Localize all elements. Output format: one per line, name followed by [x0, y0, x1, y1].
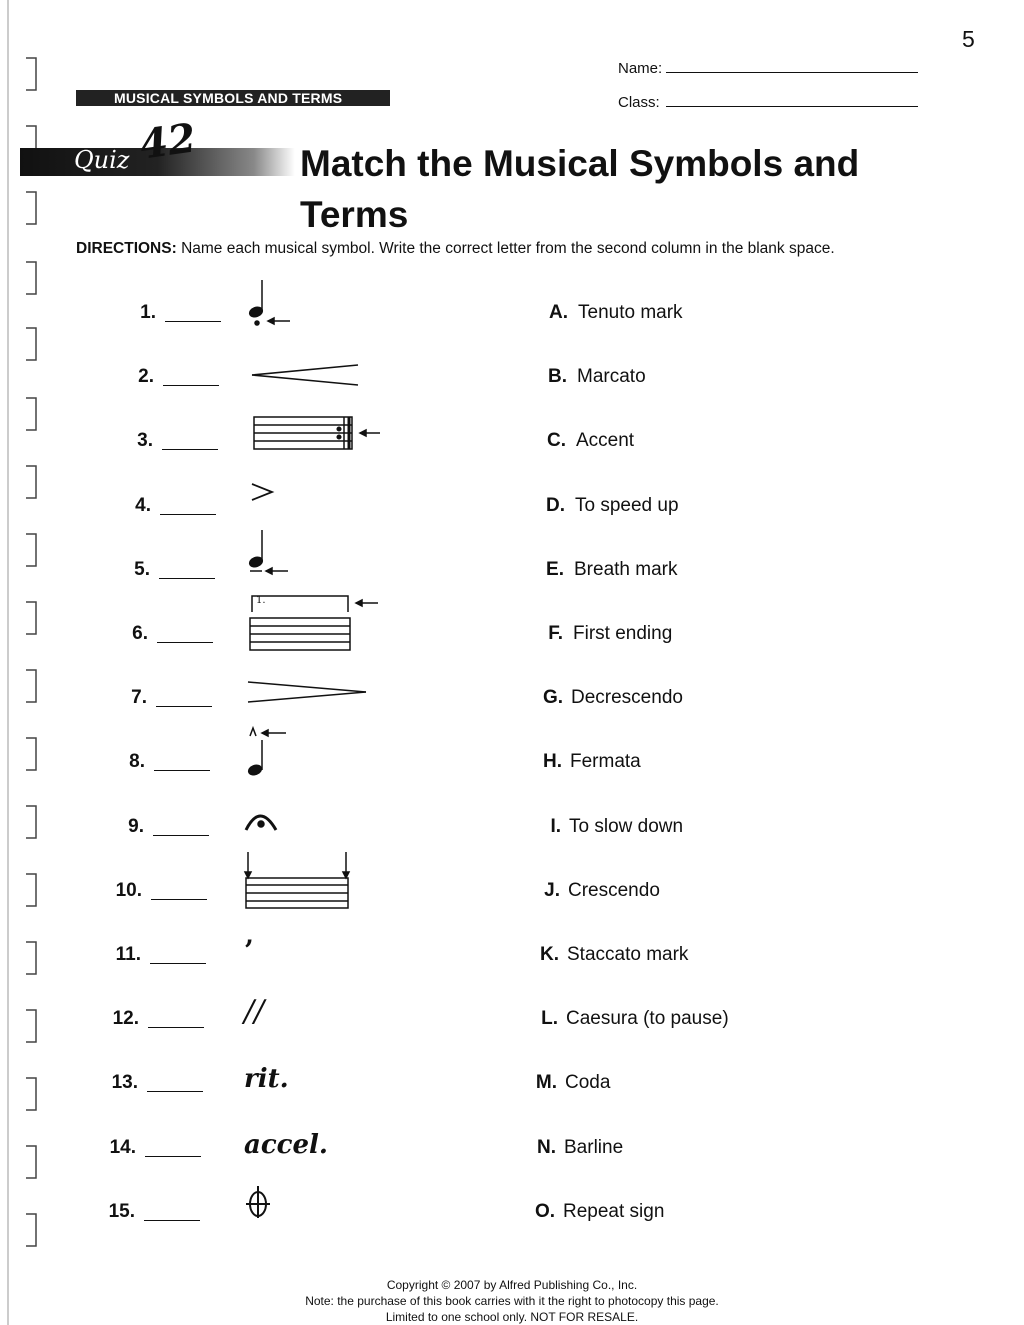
answer-blank[interactable]: [159, 578, 215, 579]
repeat-sign-icon: [254, 417, 380, 449]
footer-copyright: Copyright © 2007 by Alfred Publishing Co., Inc.: [386, 1278, 638, 1292]
answer-term: Marcato: [577, 366, 646, 387]
question-number: 3.: [137, 430, 153, 451]
class-field[interactable]: [666, 106, 918, 107]
answer-term: Fermata: [570, 751, 641, 772]
answer-blank[interactable]: [153, 835, 209, 836]
fermata-icon: [246, 816, 276, 830]
answer-letter: E.: [546, 559, 564, 580]
breath-mark-icon: ’: [244, 934, 254, 967]
directions: [76, 240, 835, 258]
accel-text: accel.: [244, 1130, 328, 1160]
answer-term: To speed up: [575, 495, 679, 516]
caesura-icon: //: [244, 994, 265, 1029]
answer-term: Decrescendo: [571, 687, 683, 708]
crescendo-hairpin-icon: [252, 365, 358, 385]
coda-icon: [246, 1186, 270, 1218]
question-number: 1.: [140, 302, 156, 323]
answer-letter: D.: [546, 495, 565, 516]
question-number: 9.: [128, 816, 144, 837]
answer-letter: L.: [541, 1008, 558, 1029]
marcato-note-icon: [247, 728, 286, 776]
answer-term: To slow down: [569, 816, 684, 837]
question-number: 11.: [115, 944, 141, 965]
first-ending-label: 1.: [256, 595, 266, 606]
page-number: 5: [962, 26, 975, 52]
section-banner: MUSICAL SYMBOLS AND TERMS: [76, 90, 390, 106]
answer-term: Caesura (to pause): [566, 1008, 729, 1029]
question-number: 5.: [134, 559, 150, 580]
answer-term: Barline: [564, 1137, 624, 1158]
answer-blank[interactable]: [156, 706, 212, 707]
class-label: Class:: [618, 94, 660, 111]
answer-term: Tenuto mark: [578, 302, 683, 323]
answer-letter: M.: [535, 1072, 557, 1093]
question-number: 7.: [131, 687, 147, 708]
answer-letter: B.: [548, 366, 567, 387]
answer-letter: J.: [544, 880, 560, 901]
rit-text: rit.: [244, 1064, 289, 1094]
footer-note: Note: the purchase of this book carries with it the right to photocopy this page.: [305, 1294, 719, 1308]
name-label: Name:: [618, 60, 663, 77]
answer-blank[interactable]: [157, 642, 213, 643]
decrescendo-hairpin-icon: [248, 682, 366, 702]
footer-limit: Limited to one school only. NOT FOR RESALE.: [385, 1310, 639, 1324]
staccato-note-icon: [248, 280, 290, 325]
footer: [0, 1277, 1024, 1325]
tenuto-note-icon: [248, 530, 288, 574]
answer-letter: A.: [549, 302, 568, 323]
question-number: 10.: [115, 880, 142, 901]
barline-icon: [245, 852, 349, 908]
question-number: 4.: [135, 495, 151, 516]
answer-letter: C.: [547, 430, 566, 451]
answer-term: First ending: [573, 623, 673, 644]
answer-term: Crescendo: [568, 880, 660, 901]
answer-letter: G.: [542, 687, 563, 708]
answer-term: Accent: [576, 430, 635, 451]
directions-text: Name each musical symbol. Write the correct letter from the second column in the blank space.: [181, 240, 835, 257]
answer-letter: N.: [537, 1137, 556, 1158]
quiz-label: Quiz: [74, 146, 130, 174]
answer-letter: O.: [534, 1201, 555, 1222]
name-field[interactable]: [666, 72, 918, 73]
answer-letter: I.: [550, 816, 561, 837]
question-number: 2.: [138, 366, 154, 387]
answer-blank[interactable]: [145, 1156, 201, 1157]
accent-icon: [252, 484, 272, 500]
answer-term: Staccato mark: [567, 944, 689, 965]
directions-label: DIRECTIONS:: [76, 240, 177, 257]
question-number: 14.: [109, 1137, 136, 1158]
question-number: 12.: [112, 1008, 139, 1029]
answer-blank[interactable]: [148, 1027, 204, 1028]
answer-blank[interactable]: [162, 449, 218, 450]
question-number: 6.: [132, 623, 148, 644]
first-ending-icon: [250, 596, 378, 650]
answer-blank[interactable]: [144, 1220, 200, 1221]
answer-blank[interactable]: [165, 321, 221, 322]
quiz-number: 42: [137, 114, 199, 169]
answer-letter: F.: [548, 623, 563, 644]
answer-blank[interactable]: [150, 963, 206, 964]
question-number: 8.: [129, 751, 145, 772]
answer-term: Breath mark: [574, 559, 678, 580]
answer-blank[interactable]: [151, 899, 207, 900]
answer-term: Repeat sign: [563, 1201, 665, 1222]
answer-letter: K.: [540, 944, 559, 965]
answer-blank[interactable]: [147, 1091, 203, 1092]
answer-blank[interactable]: [160, 514, 216, 515]
answer-blank[interactable]: [163, 385, 219, 386]
page-title: Match the Musical Symbols and Terms: [300, 143, 860, 235]
answer-term: Coda: [565, 1072, 611, 1093]
question-number: 15.: [108, 1201, 135, 1222]
answer-letter: H.: [543, 751, 562, 772]
question-number: 13.: [111, 1072, 138, 1093]
answer-blank[interactable]: [154, 770, 210, 771]
binder-margin: [0, 0, 40, 1325]
